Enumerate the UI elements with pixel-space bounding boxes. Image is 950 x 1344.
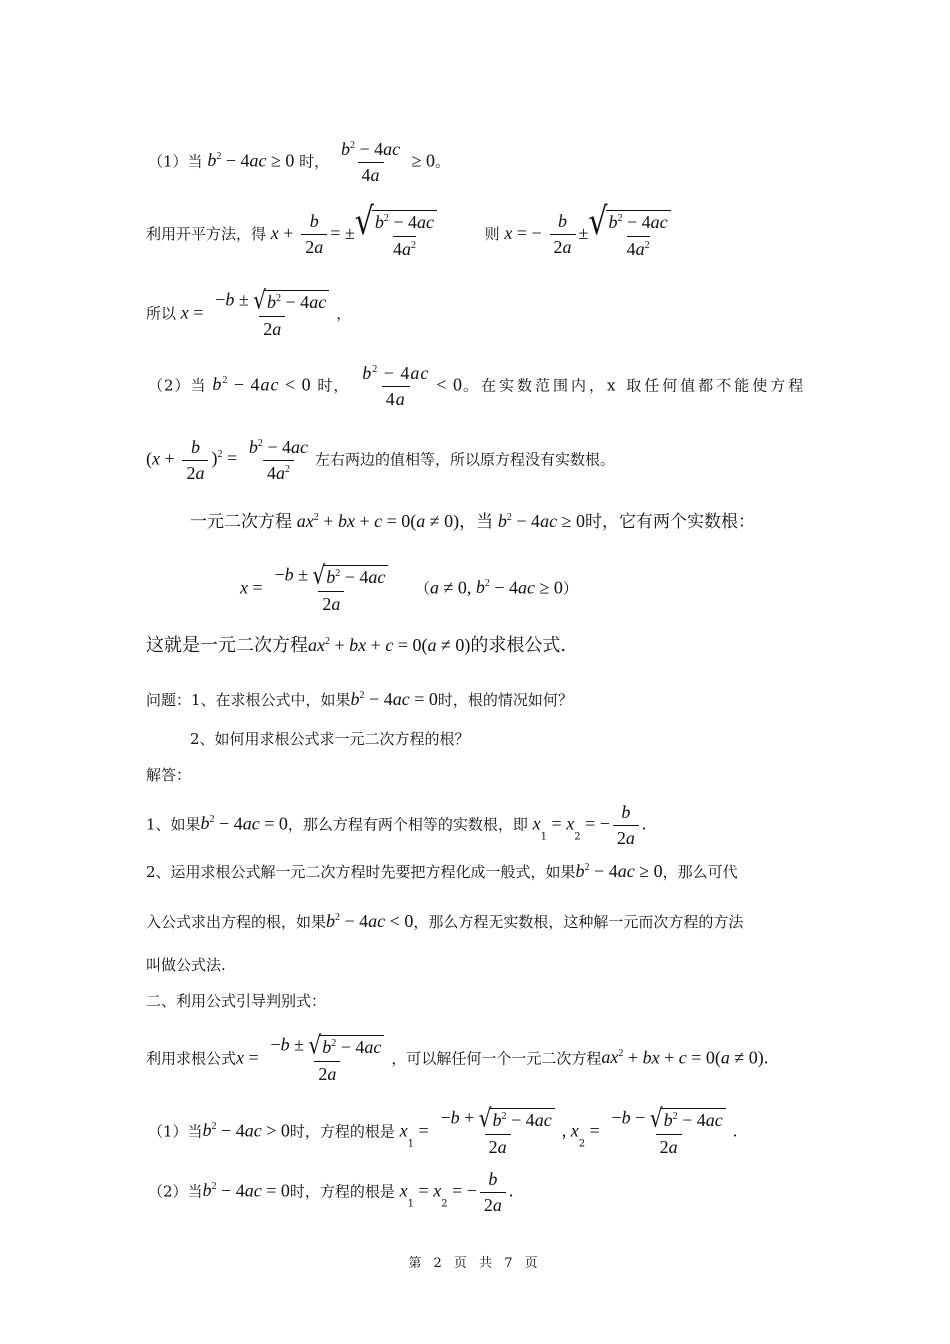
answer-2-line3: 叫做公式法. <box>146 956 226 974</box>
answer-2-line2: 入公式求出方程的根，如果$b^2 - 4ac < 0$，那么方程无实数根，这种解一元而次方程的方法 <box>146 911 744 931</box>
line-quadratic-formula: x = −b ± √ $b^2 - 4ac$ 2a （a ≠ 0, $b^2 - 4ac \ge 0$） <box>240 559 578 614</box>
line-case2-condition: （2）当 $b^2 - 4ac < 0$ 时， $\frac{b^2 - 4ac}{4a}$ < 0。在实数范围内，x 取任何值都不能使方程 <box>148 363 807 409</box>
question-2: 2、如何用求根公式求一元二次方程的根？ <box>190 730 470 748</box>
line-therefore-x: 所以 x = −b ± √ $b^2 - 4ac$ 2a ， <box>146 284 352 339</box>
line-case1-condition: （1）当 $b^2 - 4ac \ge 0$ 时， $\frac{b^2 - 4ac}{4a}$ ≥ 0。 <box>148 139 451 185</box>
line-square-root-method: 利用开平方法，得 x + $\frac{b}{2a}$ = ± √ $b^2 - 4ac$ $4a^2$ 则 x = − $\frac{b}{2a}$ ± √ $b^2 - 4ac$ $4a^2$ <box>146 210 671 260</box>
question-1: 问题：1、在求根公式中，如果$b^2 - 4ac = 0$时，根的情况如何？ <box>146 689 573 709</box>
page-number-footer: 第 2 页 共 7 页 <box>408 1256 542 1271</box>
answer-2-line1: 2、运用求根公式解一元二次方程时先要把方程化成一般式，如果$b^2 - 4ac \ge 0$，那么可代 <box>146 861 738 881</box>
section-2-heading: 二、利用公式引导判别式： <box>146 992 327 1010</box>
case-2-roots: （2）当$b^2 - 4ac = 0$时，方程的根是 $x_1 = x_2$ = − $\frac{b}{2a}$ . <box>148 1169 514 1215</box>
section-2-formula-line: 利用求根公式x = −b ± √ $b^2 - 4ac$ 2a ，可以解任何一个一元二次方程$ax^2$ + bx + c = 0(a ≠ 0). <box>146 1029 769 1084</box>
answer-1: 1、如果$b^2 - 4ac = 0$，那么方程有两个相等的实数根，即 $x_1 = x_2$ = − $\frac{b}{2a}$ . <box>146 802 647 848</box>
case-1-roots: （1）当$b^2 - 4ac > 0$时，方程的根是 $x_1$ = −b + √ $b^2 - 4ac$ 2a , $x_2$ = −b − √ $b^2 - 4ac$ 2a . <box>148 1102 738 1157</box>
line-general-conclusion: 一元二次方程 $ax^2$ + bx + c = 0(a ≠ 0)，当 $b^2 - 4ac \ge 0$时，它有两个实数根： <box>190 511 755 532</box>
line-no-real-roots: (x + $\frac{b}{2a}$ )$^2$ = $\frac{b^2 - 4ac}{4a^2}$ 左右两边的值相等，所以原方程没有实数根。 <box>146 437 616 483</box>
answer-heading: 解答： <box>146 766 192 784</box>
line-formula-statement: 这就是一元二次方程$ax^2$ + bx + c = 0(a ≠ 0)的求根公式. <box>146 635 567 656</box>
